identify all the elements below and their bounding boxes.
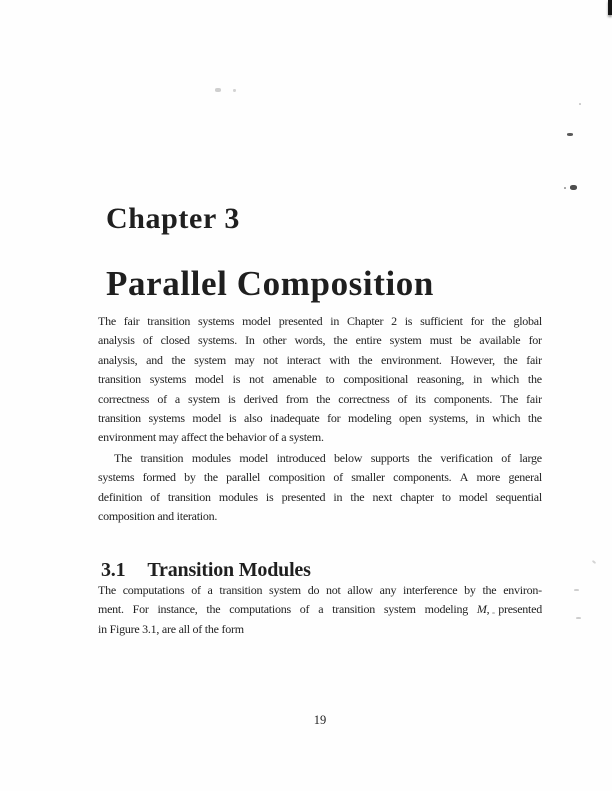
body-paragraph-intro bbox=[98, 312, 542, 448]
scan-artifact bbox=[574, 589, 579, 591]
text-line: The fair transition systems model presented in Chapter 2 is sufficient for the global bbox=[98, 314, 542, 328]
scan-artifact bbox=[579, 103, 581, 105]
section-heading bbox=[101, 560, 311, 580]
text-line: The computations of a transition system do not allow any interference by the environ- bbox=[98, 583, 542, 597]
text-line: environment may affect the behavior of a system. bbox=[98, 430, 324, 445]
text-line: transition systems model is not amenable to compositional reasoning, in which the bbox=[98, 372, 542, 387]
text-line: analysis of closed systems. In other words, the entire system must be available for bbox=[98, 333, 542, 348]
page-number: 19 bbox=[313, 713, 327, 727]
scan-edge-mark bbox=[608, 0, 612, 15]
scan-artifact bbox=[592, 560, 596, 564]
text-line: analysis, and the system may not interact with the environment. However, the fair bbox=[98, 352, 542, 367]
scan-artifact bbox=[576, 617, 581, 619]
text-line: ment. For instance, the computations of a transition system modeling M, presented bbox=[98, 602, 542, 617]
body-paragraph-section-intro bbox=[98, 581, 542, 639]
body-paragraph-modules-overview bbox=[98, 449, 542, 527]
text-line: definition of transition modules is presented in the next chapter to model sequential bbox=[98, 489, 542, 504]
section-title: Transition Modules bbox=[147, 558, 311, 581]
scan-artifact bbox=[564, 187, 566, 189]
scan-artifact bbox=[492, 612, 495, 614]
chapter-number-heading: Chapter 3 bbox=[106, 202, 241, 236]
text-line: composition and iteration. bbox=[98, 509, 218, 524]
scan-artifact bbox=[567, 133, 573, 136]
text-line: The transition modules model introduced below supports the verification of large bbox=[114, 451, 542, 465]
text-line: in Figure 3.1, are all of the form bbox=[98, 621, 244, 636]
scan-artifact bbox=[215, 88, 221, 92]
text-line: correctness of a system is derived from the correctness of its components. The fair bbox=[98, 391, 542, 406]
scan-artifact bbox=[570, 185, 577, 190]
chapter-title-heading: Parallel Composition bbox=[106, 264, 434, 304]
section-number: 3.1 bbox=[101, 558, 126, 581]
text-line: systems formed by the parallel composition of smaller components. A more general bbox=[98, 470, 542, 485]
text-line: transition systems model is also inadequate for modeling open systems, in which the bbox=[98, 410, 542, 425]
scan-artifact bbox=[233, 89, 236, 92]
